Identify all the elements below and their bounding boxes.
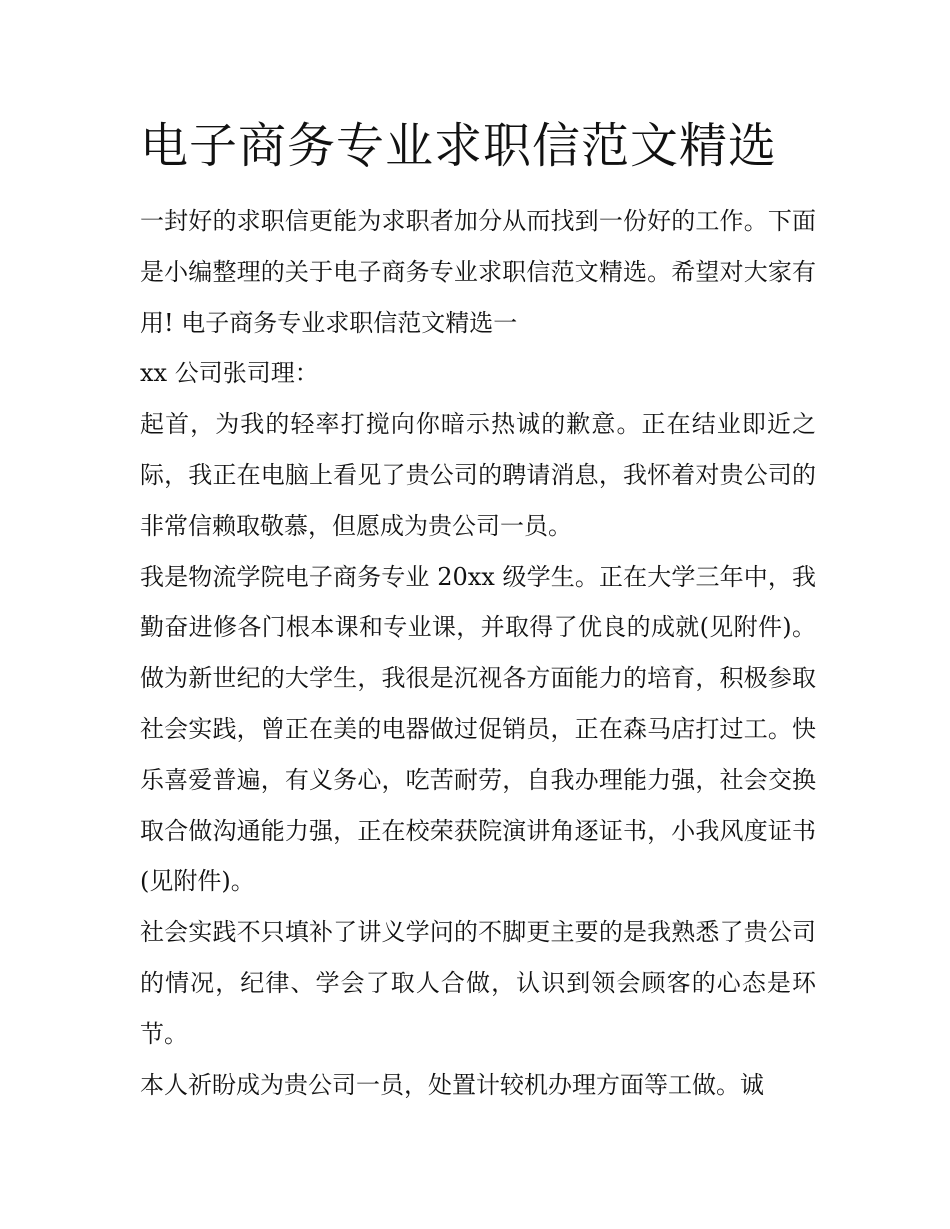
paragraph-closing: 本人祈盼成为贵公司一员，处置计较机办理方面等工做。诚 — [140, 1070, 764, 1099]
paragraph-practice: 社会实践不只填补了讲义学问的不脚更主要的是我熟悉了贵公司的情况，纪律、学会了取人合做，认识到领会顾客的心态是环节。 — [140, 918, 816, 1048]
paragraph-intro: 一封好的求职信更能为求职者加分从而找到一份好的工作。下面是小编整理的关于电子商务专业求职信范文精选。希望对大家有用! 电子商务专业求职信范文精选一 — [140, 207, 816, 337]
paragraph-salutation: xx 公司张司理： — [140, 359, 319, 388]
document-body — [140, 196, 816, 1110]
paragraph-opening: 起首，为我的轻率打搅向你暗示热诚的歉意。正在结业即近之际，我正在电脑上看见了贵公司的聘请消息，我怀着对贵公司的非常信赖取敬慕，但愿成为贵公司一员。 — [140, 410, 816, 540]
document-title: 电子商务专业求职信范文精选 — [140, 118, 778, 174]
paragraph-background: 我是物流学院电子商务专业 20xx 级学生。正在大学三年中，我勤奋进修各门根本课和专业课，并取得了优良的成就(见附件)。做为新世纪的大学生，我很是沉视各方面能力的培育，积极参取社会实践，曾正在美的电器做过促销员，正在森马店打过工。快乐喜爱普遍，有义务心，吃苦耐劳，自我办理能力强，社会交换取合做沟通能力强，正在校荣获院演讲角逐证书，小我风度证书(见附件)。 — [140, 562, 816, 896]
